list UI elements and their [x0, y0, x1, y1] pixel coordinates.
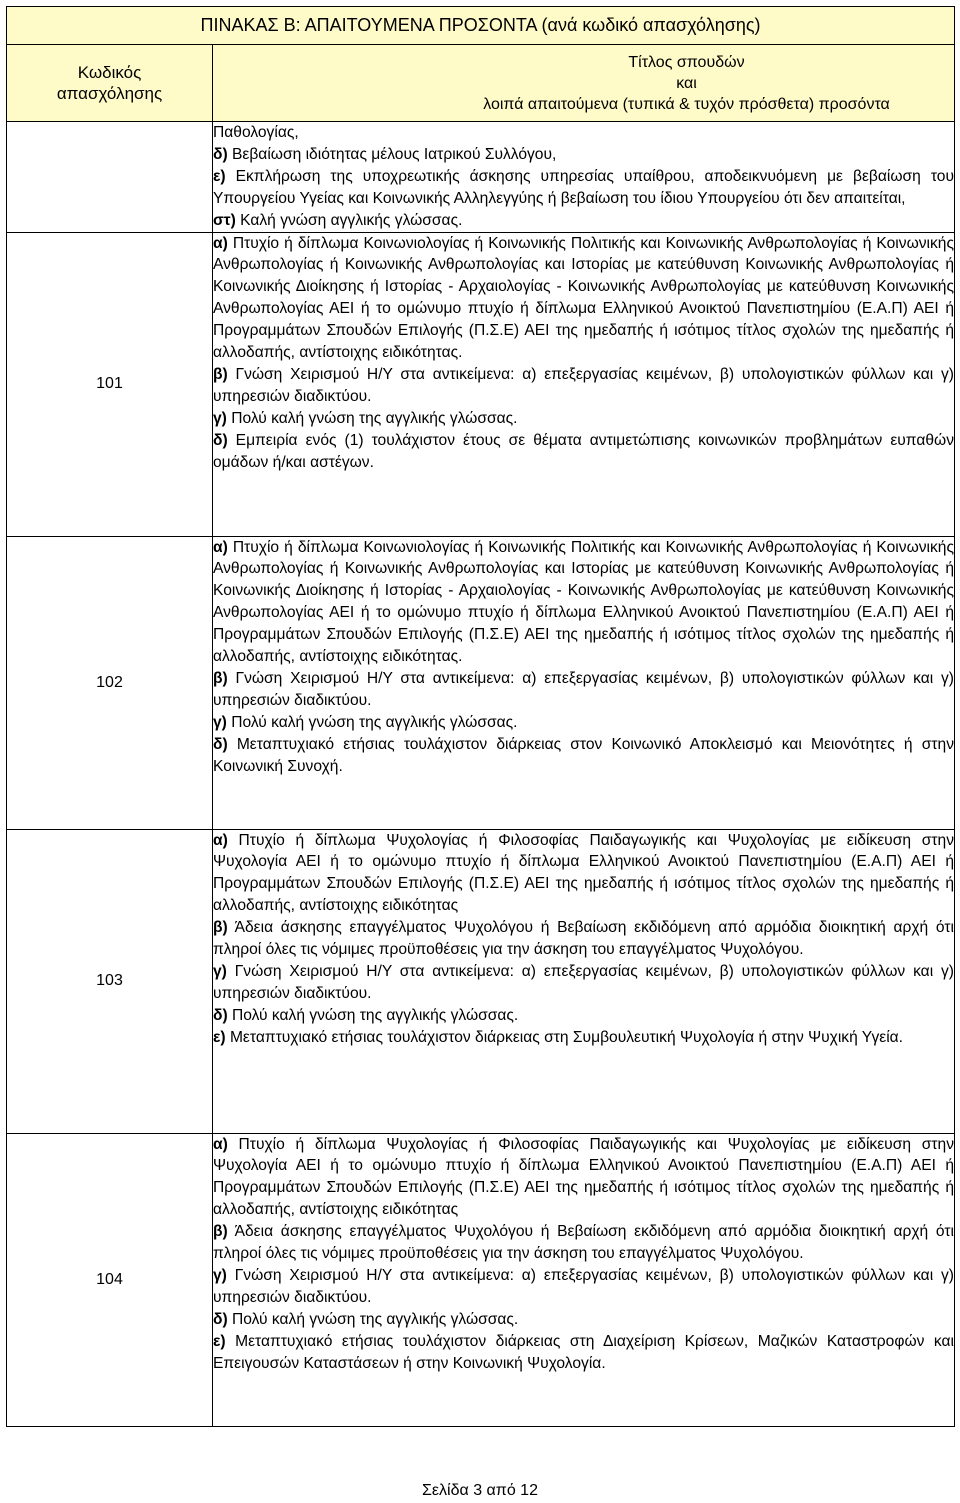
- requirement-text: Πτυχίο ή δίπλωμα Ψυχολογίας ή Φιλοσοφίας Παιδαγωγικής και Ψυχολογίας με ειδίκευση στην Ψυχολογία ΑΕΙ ή το ομώνυμο πτυχίο ή δίπλωμα Ελληνικού Ανοικτού Πανεπιστημίου (Ε.Α.Π) ΑΕΙ ή Προγραμμάτων Σπουδών Επιλογής (Π.Σ.Ε) ΑΕΙ της ημεδαπής ή ισότιμος τίτλος σχολών της ημεδαπής ή αλλοδαπής, αντίστοιχης ειδικότητας: [213, 831, 954, 915]
- requirement-label: στ): [213, 211, 236, 229]
- requirement-item: [213, 712, 954, 734]
- requirement-label: γ): [213, 1266, 227, 1284]
- requirement-text: Πολύ καλή γνώση της αγγλικής γλώσσας.: [227, 1006, 519, 1024]
- requirement-label: γ): [213, 713, 227, 731]
- requirement-label: α): [213, 1135, 228, 1153]
- table-row: [7, 536, 955, 829]
- requirement-item: [213, 210, 954, 232]
- requirement-text: Άδεια άσκησης επαγγέλματος Ψυχολόγου ή Βεβαίωση εκδιδόμενη από αρμόδια διοικητική αρχή ότι πληροί όλες τις νόμιμες προϋποθέσεις για την άσκηση του επαγγέλματος Ψυχολόγου.: [213, 1223, 954, 1263]
- requirement-label: α): [213, 234, 228, 252]
- requirement-item: [213, 430, 954, 474]
- table-title: ΠΙΝΑΚΑΣ Β: ΑΠΑΙΤΟΥΜΕΝΑ ΠΡΟΣΟΝΤΑ (ανά κωδικό απασχόλησης): [7, 7, 955, 45]
- column-header-description: [213, 45, 955, 122]
- requirement-item: [213, 364, 954, 408]
- requirements-list: [213, 1134, 954, 1375]
- requirement-label: δ): [213, 735, 228, 753]
- requirement-label: β): [213, 1223, 228, 1241]
- requirement-text: Γνώση Χειρισμού Η/Υ στα αντικείμενα: α) επεξεργασίας κειμένων, β) υπολογιστικών φύλλων και γ) υπηρεσιών διαδικτύου.: [213, 1266, 954, 1306]
- table-header-row: [7, 45, 955, 122]
- requirement-label: ε): [213, 167, 226, 185]
- requirement-label: ε): [213, 1332, 226, 1350]
- requirement-text: Γνώση Χειρισμού Η/Υ στα αντικείμενα: α) επεξεργασίας κειμένων, β) υπολογιστικών φύλλων και γ) υπηρεσιών διαδικτύου.: [213, 962, 954, 1002]
- requirement-text: Μεταπτυχιακό ετήσιας τουλάχιστον διάρκειας στη Συμβουλευτική Ψυχολογία ή στην Ψυχική Υγεία.: [225, 1028, 904, 1046]
- table-row: [7, 1133, 955, 1426]
- requirement-label: δ): [213, 431, 228, 449]
- requirement-item: [213, 668, 954, 712]
- requirements-table: [6, 6, 955, 1427]
- requirement-label: δ): [213, 145, 228, 163]
- column-header-desc-line2: και: [676, 74, 697, 92]
- requirement-item: [213, 1134, 954, 1222]
- requirement-text: Εκπλήρωση της υποχρεωτικής άσκησης υπηρεσίας υπαίθρου, αποδεικνυόμενη με βεβαίωση του Υπουργείου Υγείας και Κοινωνικής Αλληλεγγύης ή βεβαίωση του ίδιου Υπουργείου ότι δεν απαιτείται,: [213, 167, 954, 207]
- requirement-text: Πολύ καλή γνώση της αγγλικής γλώσσας.: [226, 409, 518, 427]
- requirement-item: [213, 1221, 954, 1265]
- column-header-desc-line1: Τίτλος σπουδών: [628, 53, 745, 71]
- requirement-label: β): [213, 919, 228, 937]
- code-cell: [7, 122, 213, 233]
- requirement-text: Πτυχίο ή δίπλωμα Κοινωνιολογίας ή Κοινωνικής Πολιτικής και Κοινωνικής Ανθρωπολογίας ή Κοινωνικής Ανθρωπολογίας ή Κοινωνικής Ανθρωπολογίας και Ιστορίας με κατεύθυνση Κοινωνικής Ανθρωπολογίας ή Κοινωνικής Διοίκησης ή Ιστορίας - Αρχαιολογίας - Κοινωνικής Ανθρωπολογίας με κατεύθυνση Κοινωνικής Ανθρωπολογίας ΑΕΙ ή το ομώνυμο πτυχίο ή δίπλωμα Ελληνικού Ανοικτού Πανεπιστημίου (Ε.Α.Π) ΑΕΙ ή Προγραμμάτων Σπουδών Επιλογής (Π.Σ.Ε) ΑΕΙ της ημεδαπής ή ισότιμος τίτλος σχολών της ημεδαπής ή αλλοδαπής, αντίστοιχης ειδικότητας.: [213, 234, 954, 362]
- requirement-label: γ): [213, 409, 227, 427]
- table-row: [7, 232, 955, 536]
- requirements-cell: [213, 536, 955, 829]
- column-header-code: [7, 45, 213, 122]
- requirement-text: Βεβαίωση ιδιότητας μέλους Ιατρικού Συλλόγου,: [227, 145, 557, 163]
- continuation-requirements: [213, 122, 954, 232]
- requirement-item: [213, 537, 954, 668]
- requirements-cell: [213, 829, 955, 1133]
- requirements-cell: [213, 122, 955, 233]
- requirement-item: [213, 122, 954, 144]
- requirement-label: δ): [213, 1310, 228, 1328]
- column-header-code-line1: Κωδικός: [77, 63, 142, 82]
- requirement-text: Άδεια άσκησης επαγγέλματος Ψυχολόγου ή Βεβαίωση εκδιδόμενη από αρμόδια διοικητική αρχή ότι πληροί όλες τις νόμιμες προϋποθέσεις για την άσκηση του επαγγέλματος Ψυχολόγου.: [213, 919, 954, 959]
- requirement-item: [213, 917, 954, 961]
- requirement-item: [213, 144, 954, 166]
- table-row: [7, 122, 955, 233]
- requirement-text: Μεταπτυχιακό ετήσιας τουλάχιστον διάρκειας στη Διαχείριση Κρίσεων, Μαζικών Καταστροφών και Επειγουσών Καταστάσεων ή στην Κοινωνική Ψυχολογία.: [213, 1332, 954, 1372]
- requirements-list: [213, 537, 954, 778]
- page-footer: Σελίδα 3 από 12: [422, 1482, 538, 1499]
- requirements-cell: [213, 1133, 955, 1426]
- requirement-label: δ): [213, 1006, 228, 1024]
- requirement-text: Καλή γνώση αγγλικής γλώσσας.: [235, 211, 463, 229]
- requirement-text: Παθολογίας,: [213, 124, 299, 141]
- requirement-item: [213, 1331, 954, 1375]
- code-cell: 104: [7, 1133, 213, 1426]
- requirements-cell: [213, 232, 955, 536]
- requirement-text: Μεταπτυχιακό ετήσιας τουλάχιστον διάρκειας στον Κοινωνικό Αποκλεισμό και Μειονότητες ή στην Κοινωνική Συνοχή.: [213, 735, 954, 775]
- code-cell: 103: [7, 829, 213, 1133]
- requirements-list: [213, 233, 954, 474]
- requirement-label: β): [213, 669, 228, 687]
- code-cell: 101: [7, 232, 213, 536]
- requirement-text: Πτυχίο ή δίπλωμα Ψυχολογίας ή Φιλοσοφίας Παιδαγωγικής και Ψυχολογίας με ειδίκευση στην Ψυχολογία ΑΕΙ ή το ομώνυμο πτυχίο ή δίπλωμα Ελληνικού Ανοικτού Πανεπιστημίου (Ε.Α.Π) ΑΕΙ ή Προγραμμάτων Σπουδών Επιλογής (Π.Σ.Ε) ΑΕΙ της ημεδαπής ή ισότιμος τίτλος σχολών της ημεδαπής ή αλλοδαπής, αντίστοιχης ειδικότητας: [213, 1135, 954, 1219]
- requirement-item: [213, 166, 954, 210]
- requirement-item: [213, 961, 954, 1005]
- requirement-label: γ): [213, 962, 227, 980]
- requirement-item: [213, 1005, 954, 1027]
- requirement-item: [213, 1027, 954, 1049]
- requirement-item: [213, 830, 954, 918]
- requirement-text: Πολύ καλή γνώση της αγγλικής γλώσσας.: [226, 713, 518, 731]
- code-cell: 102: [7, 536, 213, 829]
- requirement-item: [213, 233, 954, 364]
- requirement-item: [213, 1265, 954, 1309]
- requirement-item: [213, 734, 954, 778]
- requirement-text: Γνώση Χειρισμού Η/Υ στα αντικείμενα: α) επεξεργασίας κειμένων, β) υπολογιστικών φύλλων και γ) υπηρεσιών διαδικτύου.: [213, 365, 954, 405]
- requirement-label: ε): [213, 1028, 226, 1046]
- table-row: [7, 829, 955, 1133]
- requirement-text: Εμπειρία ενός (1) τουλάχιστον έτους σε θέματα αντιμετώπισης κοινωνικών προβλημάτων ευπαθών ομάδων ή/και αστέγων.: [213, 431, 954, 471]
- requirement-label: β): [213, 365, 228, 383]
- requirement-text: Πτυχίο ή δίπλωμα Κοινωνιολογίας ή Κοινωνικής Πολιτικής και Κοινωνικής Ανθρωπολογίας ή Κοινωνικής Ανθρωπολογίας ή Κοινωνικής Ανθρωπολογίας και Ιστορίας με κατεύθυνση Κοινωνικής Ανθρωπολογίας ή Κοινωνικής Διοίκησης ή Ιστορίας - Αρχαιολογίας - Κοινωνικής Ανθρωπολογίας με κατεύθυνση Κοινωνικής Ανθρωπολογίας ΑΕΙ ή το ομώνυμο πτυχίο ή δίπλωμα Ελληνικού Ανοικτού Πανεπιστημίου (Ε.Α.Π) ΑΕΙ ή Προγραμμάτων Σπουδών Επιλογής (Π.Σ.Ε) ΑΕΙ της ημεδαπής ή ισότιμος τίτλος σχολών της ημεδαπής ή αλλοδαπής, αντίστοιχης ειδικότητας.: [213, 538, 954, 666]
- requirement-item: [213, 408, 954, 430]
- requirement-label: α): [213, 538, 228, 556]
- column-header-desc-line3: λοιπά απαιτούμενα (τυπικά & τυχόν πρόσθετα) προσόντα: [483, 95, 890, 113]
- requirement-text: Πολύ καλή γνώση της αγγλικής γλώσσας.: [227, 1310, 519, 1328]
- requirement-label: α): [213, 831, 228, 849]
- column-header-code-line2: απασχόλησης: [56, 84, 163, 103]
- requirement-item: [213, 1309, 954, 1331]
- requirement-text: Γνώση Χειρισμού Η/Υ στα αντικείμενα: α) επεξεργασίας κειμένων, β) υπολογιστικών φύλλων και γ) υπηρεσιών διαδικτύου.: [213, 669, 954, 709]
- requirements-list: [213, 830, 954, 1049]
